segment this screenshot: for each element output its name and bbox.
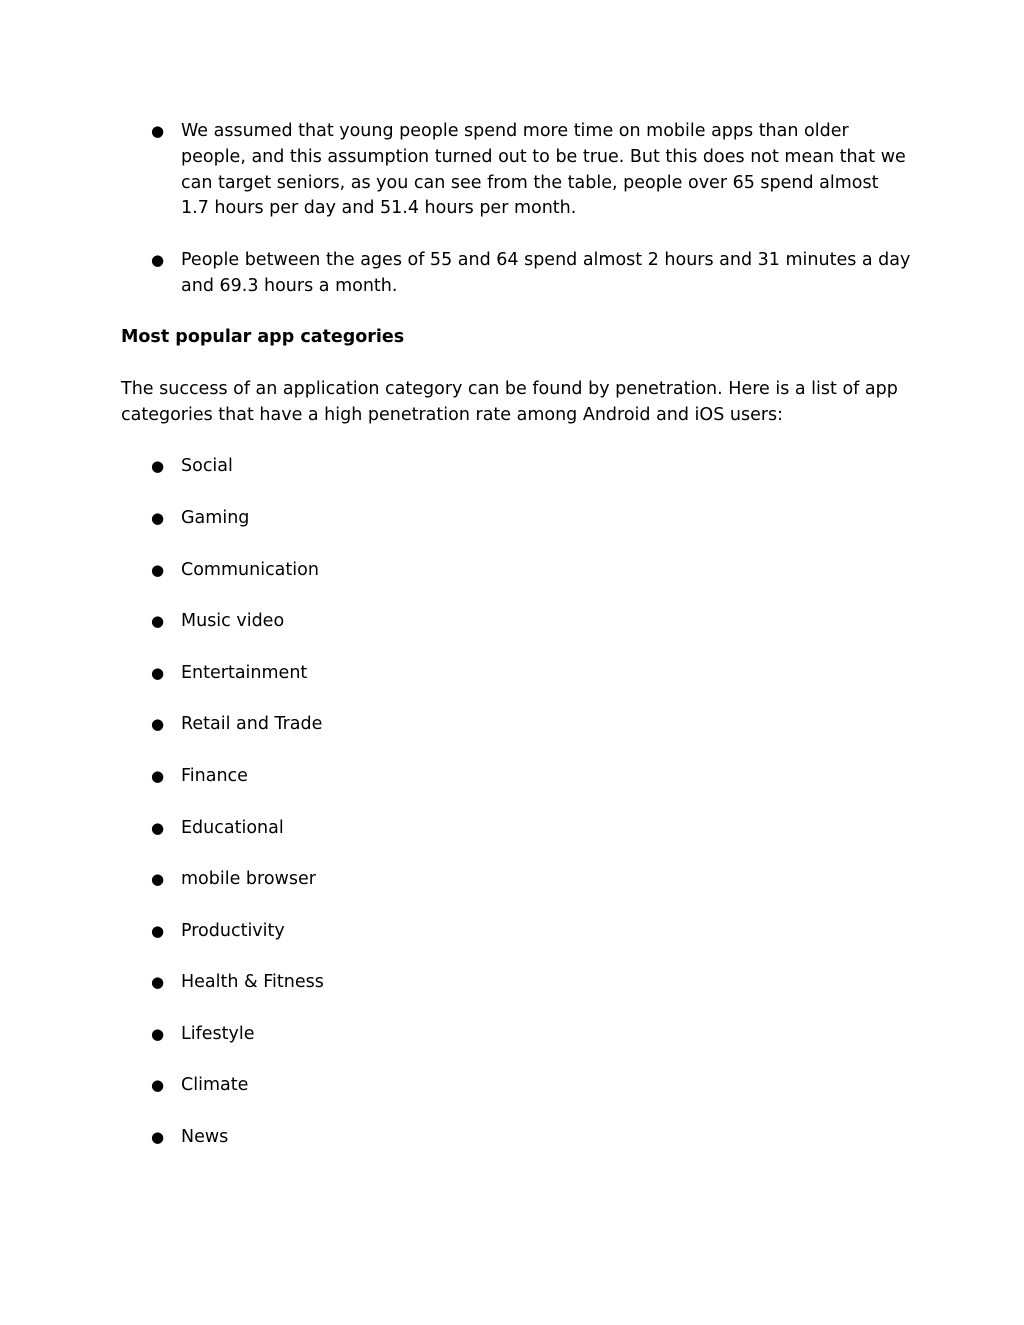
category-label: Health & Fitness <box>181 972 324 993</box>
bullet-icon: ● <box>151 870 165 889</box>
bullet-icon: ● <box>151 1076 165 1095</box>
bullet-icon: ● <box>151 612 165 631</box>
category-label: Communication <box>181 559 319 580</box>
list-item <box>121 558 911 584</box>
category-label: mobile browser <box>181 869 316 890</box>
category-label: Climate <box>181 1075 249 1096</box>
list-item <box>121 1022 911 1048</box>
bullet-icon: ● <box>151 457 165 476</box>
bullet-icon: ● <box>151 973 165 992</box>
list-item <box>121 248 911 300</box>
category-label: Finance <box>181 765 248 786</box>
section-heading: Most popular app categories <box>121 327 405 348</box>
bullet-icon: ● <box>151 715 165 734</box>
list-item-text: People between the ages of 55 and 64 spend almost 2 hours and 31 minutes a day and 69.3 hours a month. <box>181 249 911 296</box>
category-label: Social <box>181 456 233 477</box>
category-list <box>121 454 911 1151</box>
bullet-icon: ● <box>151 766 165 785</box>
bullet-icon: ● <box>151 122 165 140</box>
list-item <box>121 764 911 790</box>
list-item <box>121 919 911 945</box>
category-label: Productivity <box>181 920 285 941</box>
list-item <box>121 867 911 893</box>
list-item-text: We assumed that young people spend more time on mobile apps than older people, and this assumption turned out to be true. But this does not mean that we can target seniors, as you can see from the table, people over 65 spend almost 1.7 hours per day and 51.4 hours per month. <box>181 121 906 219</box>
bullet-icon: ● <box>151 663 165 682</box>
bullet-icon: ● <box>151 560 165 579</box>
category-label: Educational <box>181 817 284 838</box>
bullet-icon: ● <box>151 508 165 527</box>
bullet-icon: ● <box>151 1128 165 1147</box>
section-paragraph: The success of an application category can be found by penetration. Here is a list of app categories that have a high penetration rate among Android and iOS users: <box>121 378 898 425</box>
bullet-icon: ● <box>151 818 165 837</box>
list-item <box>121 506 911 532</box>
category-label: Lifestyle <box>181 1023 255 1044</box>
list-item <box>121 119 911 222</box>
list-item <box>121 609 911 635</box>
document-content <box>121 119 911 1177</box>
list-item <box>121 1125 911 1151</box>
list-item <box>121 454 911 480</box>
bullet-icon: ● <box>151 921 165 940</box>
category-label: Entertainment <box>181 662 308 683</box>
bullet-icon: ● <box>151 1024 165 1043</box>
category-label: Retail and Trade <box>181 714 323 735</box>
list-item <box>121 816 911 842</box>
list-item <box>121 712 911 738</box>
list-item <box>121 661 911 687</box>
category-label: Gaming <box>181 507 250 528</box>
category-label: Music video <box>181 611 285 632</box>
intro-bullet-list <box>121 119 911 300</box>
bullet-icon: ● <box>151 250 165 269</box>
list-item <box>121 1073 911 1099</box>
list-item <box>121 970 911 996</box>
category-label: News <box>181 1127 229 1148</box>
